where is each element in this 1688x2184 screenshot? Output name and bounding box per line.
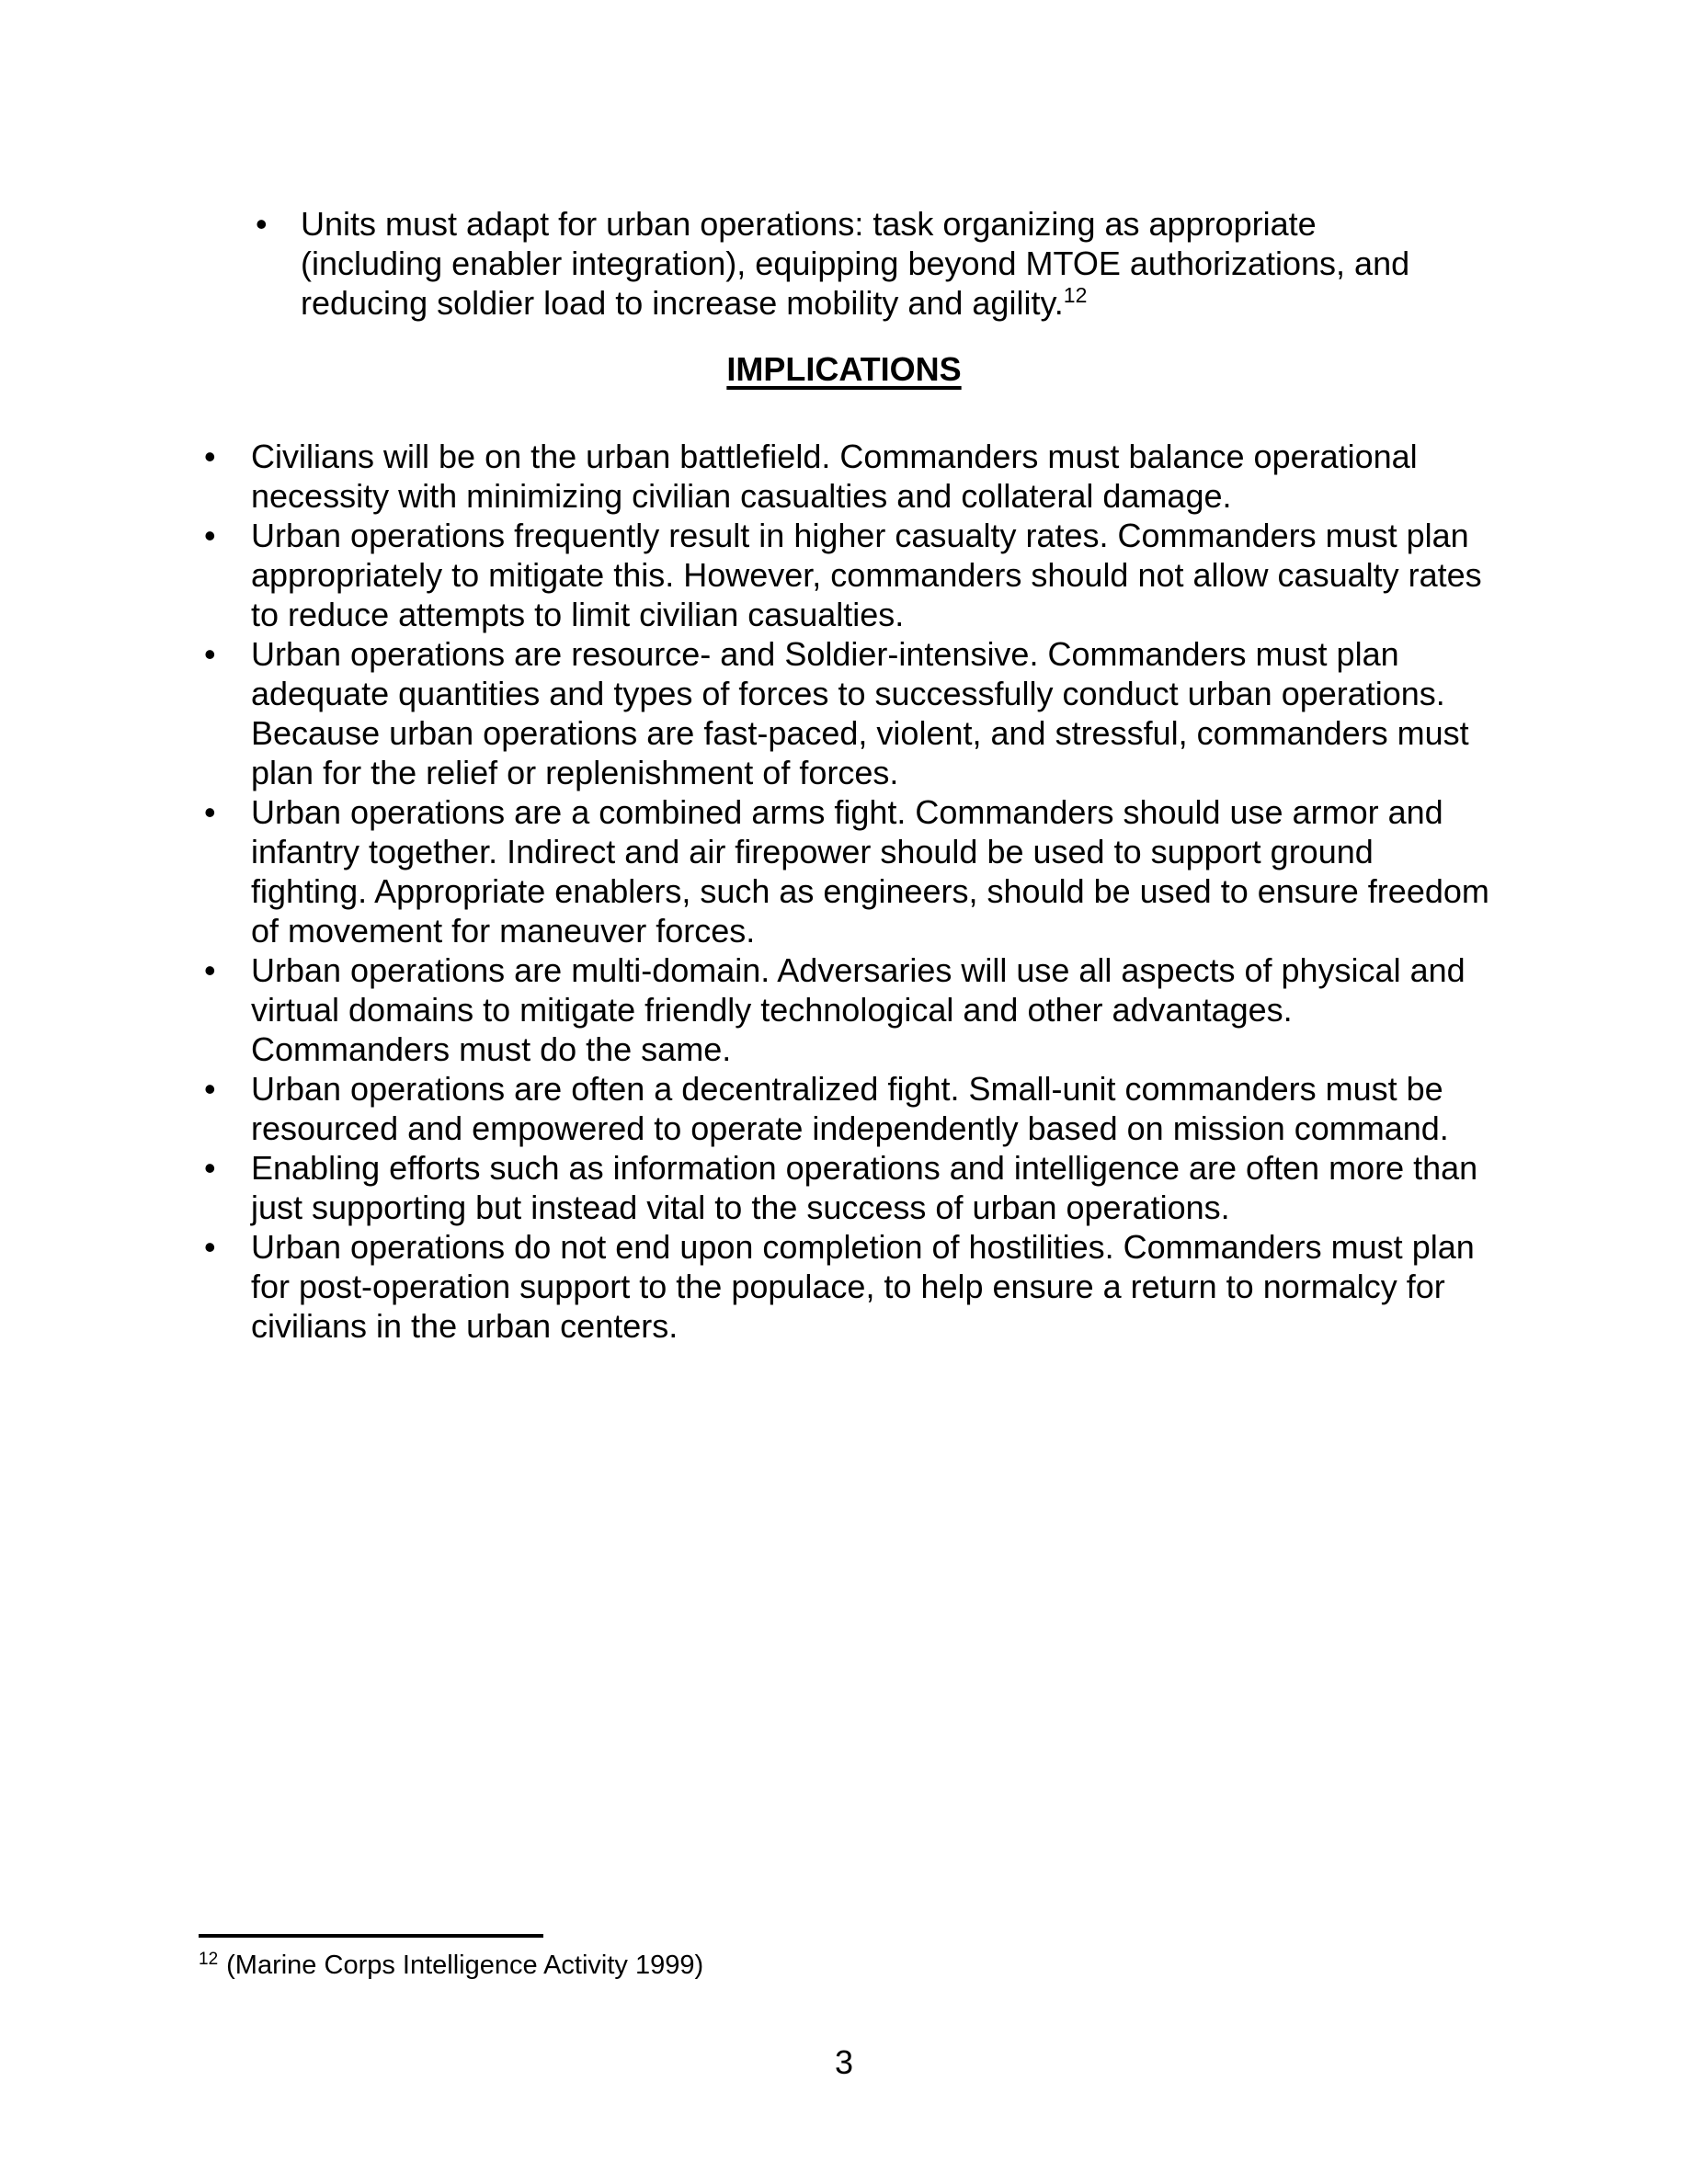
intro-bullet-text: Units must adapt for urban operations: task organizing as appropriate (including enabler integration), equipping beyond MTOE authorizations, and reducing soldier load to increase mobility and agility. bbox=[301, 205, 1410, 322]
list-item: • Urban operations do not end upon completion of hostilities. Commanders must plan for post-operation support to the populace, to help ensure a return to normalcy for civilians in the urban centers. bbox=[204, 1227, 1495, 1346]
footnote-marker: 12 bbox=[199, 1950, 219, 1969]
page-title: IMPLICATIONS bbox=[726, 350, 962, 388]
list-item bbox=[256, 204, 1447, 323]
intro-bullet-list bbox=[256, 204, 1447, 323]
list-item: • Civilians will be on the urban battlefield. Commanders must balance operational necessity with minimizing civilian casualties and collateral damage. bbox=[204, 437, 1495, 516]
list-item: • Urban operations are resource- and Soldier-intensive. Commanders must plan adequate quantities and types of forces to successfully conduct urban operations. Because urban operations are fast-paced, violent, and stressful, commanders must plan for the relief or replenishment of forces. bbox=[204, 634, 1495, 792]
footnote-reference: 12 bbox=[1063, 283, 1088, 307]
page-number: 3 bbox=[834, 2043, 854, 2081]
list-item: • Urban operations are a combined arms fight. Commanders should use armor and infantry together. Indirect and air firepower should be used to support ground fighting. Appropriate enablers, such as engineers, should be used to ensure freedom of movement for maneuver forces. bbox=[204, 792, 1495, 950]
list-item: • Urban operations are multi-domain. Adversaries will use all aspects of physical and virtual domains to mitigate friendly technological and other advantages. Commanders must do the same. bbox=[204, 950, 1495, 1069]
footnote-text: (Marine Corps Intelligence Activity 1999) bbox=[226, 1951, 704, 1980]
footnote bbox=[199, 1949, 1486, 1982]
list-item: • Urban operations are often a decentralized fight. Small-unit commanders must be resourced and empowered to operate independently based on mission command. bbox=[204, 1069, 1495, 1148]
footnote-separator bbox=[199, 1934, 543, 1938]
implications-bullet-list bbox=[204, 437, 1495, 1346]
list-item: • Urban operations frequently result in higher casualty rates. Commanders must plan appropriately to mitigate this. However, commanders should not allow casualty rates to reduce attempts to limit civilian casualties. bbox=[204, 516, 1495, 634]
list-item: • Enabling efforts such as information operations and intelligence are often more than just supporting but instead vital to the success of urban operations. bbox=[204, 1148, 1495, 1227]
